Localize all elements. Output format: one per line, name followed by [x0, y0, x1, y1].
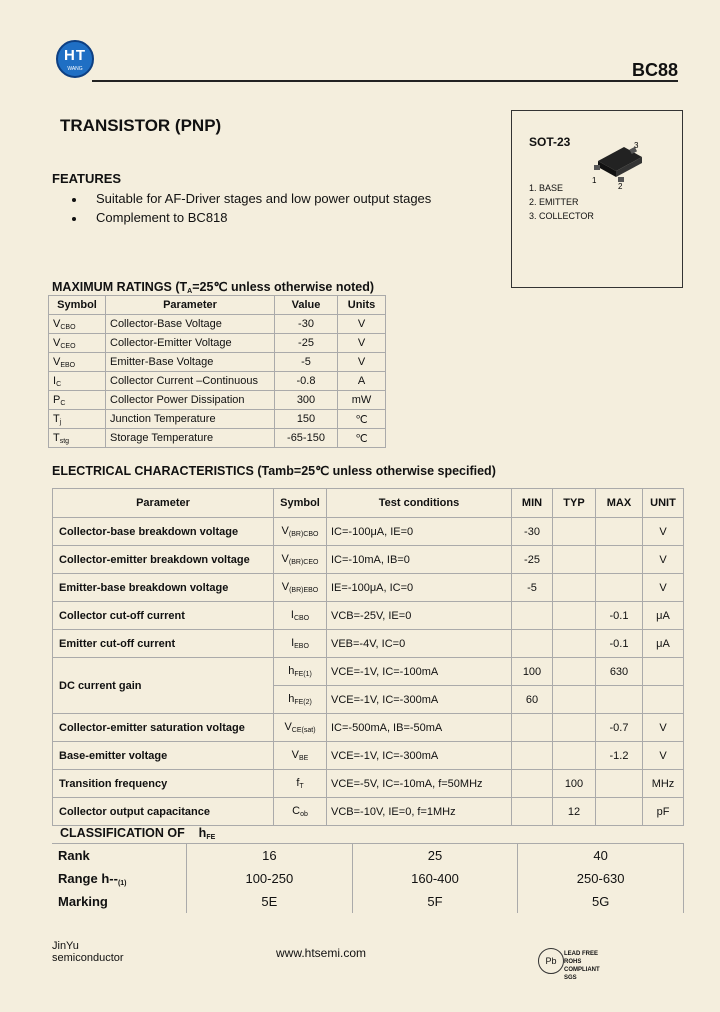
table-row: [53, 714, 684, 742]
table-row: [49, 429, 386, 448]
symbol-cell: $h_{FE(2)}$: [274, 686, 327, 714]
condition-cell: VCE=-1V, IC=-300mA: [327, 742, 512, 770]
condition-cell: IC=-100μA, IE=0: [327, 518, 512, 546]
package-box: [511, 110, 683, 288]
condition-cell: IC=-500mA, IB=-50mA: [327, 714, 512, 742]
max-cell: -0.1: [596, 602, 643, 630]
table-row: [49, 410, 386, 429]
max-ratings-table: [48, 295, 386, 448]
unit-cell: mW: [338, 391, 386, 410]
min-cell: [512, 714, 553, 742]
parameter-cell: Collector Power Dissipation: [106, 391, 275, 410]
max-cell: [596, 546, 643, 574]
condition-cell: VCB=-25V, IE=0: [327, 602, 512, 630]
symbol-cell: $V_{(BR)EBO}$: [274, 574, 327, 602]
table-row: [49, 372, 386, 391]
min-cell: -5: [512, 574, 553, 602]
symbol-cell: $V_{(BR)CBO}$: [274, 518, 327, 546]
typ-cell: 12: [553, 798, 596, 826]
feature-item: Suitable for AF-Driver stages and low power output stages: [72, 191, 431, 206]
header-divider: [92, 80, 678, 82]
typ-cell: [553, 518, 596, 546]
parameter-cell: Collector-base breakdown voltage: [53, 518, 274, 546]
value-cell: 300: [275, 391, 338, 410]
symbol-cell: $f_T$: [274, 770, 327, 798]
elec-heading: ELECTRICAL CHARACTERISTICS (Tamb=25℃ unless otherwise specified): [52, 464, 496, 478]
table-header-row: Parameter Symbol Test conditions MIN TYP MAX UNIT: [53, 489, 684, 518]
model-number: BC88: [631, 60, 678, 80]
pin-list: [529, 181, 594, 223]
symbol-cell: $V_{BE}$: [274, 742, 327, 770]
value-cell: -25: [275, 334, 338, 353]
max-cell: 630: [596, 658, 643, 686]
unit-cell: V: [338, 353, 386, 372]
typ-cell: [553, 574, 596, 602]
parameter-cell: Collector cut-off current: [53, 602, 274, 630]
row-label: Marking: [52, 890, 187, 913]
unit-cell: μA: [643, 630, 684, 658]
parameter-cell: Transition frequency: [53, 770, 274, 798]
symbol-cell: $P_C$: [49, 391, 106, 410]
symbol-cell: $I_{EBO}$: [274, 630, 327, 658]
typ-cell: [553, 686, 596, 714]
symbol-cell: $V_{(BR)CEO}$: [274, 546, 327, 574]
max-cell: [596, 518, 643, 546]
typ-cell: 100: [553, 770, 596, 798]
table-row: [49, 391, 386, 410]
typ-cell: [553, 630, 596, 658]
elec-table: [52, 488, 684, 826]
condition-cell: IC=-10mA, IB=0: [327, 546, 512, 574]
sot23-package-icon: [590, 139, 650, 189]
logo-text: HT: [64, 47, 86, 64]
logo-subtext: WANG: [67, 66, 83, 72]
symbol-cell: $V_{CBO}$: [49, 315, 106, 334]
unit-cell: [643, 686, 684, 714]
condition-cell: VCE=-1V, IC=-300mA: [327, 686, 512, 714]
condition-cell: VCB=-10V, IE=0, f=1MHz: [327, 798, 512, 826]
min-cell: 60: [512, 686, 553, 714]
max-cell: [596, 770, 643, 798]
parameter-cell: DC current gain: [53, 658, 274, 714]
parameter-cell: Collector-emitter saturation voltage: [53, 714, 274, 742]
unit-cell: V: [643, 742, 684, 770]
classification-heading: CLASSIFICATION OF $h_{FE}$: [60, 826, 216, 841]
rohs-text: LEAD FREE ROHS COMPLIANT SGS: [564, 951, 600, 981]
company-name: JinYu semiconductor: [52, 940, 124, 964]
condition-cell: VEB=-4V, IC=0: [327, 630, 512, 658]
table-row: [53, 798, 684, 826]
value-cell: -0.8: [275, 372, 338, 391]
unit-cell: V: [643, 518, 684, 546]
unit-cell: V: [338, 315, 386, 334]
classification-table: [52, 843, 684, 913]
value-cell: 150: [275, 410, 338, 429]
bullet-icon: [72, 217, 76, 221]
row-label: Rank: [52, 844, 187, 868]
unit-cell: ℃: [338, 410, 386, 429]
max-cell: [596, 574, 643, 602]
min-cell: 100: [512, 658, 553, 686]
bullet-icon: [72, 198, 76, 202]
parameter-cell: Collector-Base Voltage: [106, 315, 275, 334]
max-cell: -0.1: [596, 630, 643, 658]
symbol-cell: $T_j$: [49, 410, 106, 429]
table-row: [53, 574, 684, 602]
parameter-cell: Emitter-Base Voltage: [106, 353, 275, 372]
unit-cell: A: [338, 372, 386, 391]
condition-cell: VCE=-5V, IC=-10mA, f=50MHz: [327, 770, 512, 798]
min-cell: [512, 602, 553, 630]
parameter-cell: Collector-Emitter Voltage: [106, 334, 275, 353]
value-cell: 5F: [352, 890, 518, 913]
value-cell: 5G: [518, 890, 684, 913]
package-name: SOT-23: [529, 135, 571, 149]
rohs-icon: Pb: [538, 948, 564, 974]
typ-cell: [553, 714, 596, 742]
value-cell: 25: [352, 844, 518, 868]
pin-label: 1. BASE: [529, 183, 564, 193]
max-cell: [596, 686, 643, 714]
typ-cell: [553, 546, 596, 574]
row-label: Range $h--_{(1)}$: [52, 867, 187, 890]
pin-label: 2. EMITTER: [529, 197, 579, 207]
symbol-cell: $C_{ob}$: [274, 798, 327, 826]
svg-text:1: 1: [592, 176, 597, 185]
value-cell: -65-150: [275, 429, 338, 448]
features-heading: FEATURES: [52, 171, 122, 186]
parameter-cell: Collector output capacitance: [53, 798, 274, 826]
symbol-cell: $V_{EBO}$: [49, 353, 106, 372]
parameter-cell: Collector-emitter breakdown voltage: [53, 546, 274, 574]
table-row: [53, 518, 684, 546]
min-cell: [512, 770, 553, 798]
max-ratings-heading: MAXIMUM RATINGS ($T_A=25℃$ unless otherwise noted): [52, 280, 375, 295]
max-cell: [596, 798, 643, 826]
symbol-cell: $V_{CE(sat)}$: [274, 714, 327, 742]
table-row: [53, 630, 684, 658]
condition-cell: IE=-100μA, IC=0: [327, 574, 512, 602]
value-cell: 250-630: [518, 867, 684, 890]
unit-cell: pF: [643, 798, 684, 826]
unit-cell: V: [643, 714, 684, 742]
value-cell: -5: [275, 353, 338, 372]
unit-cell: μA: [643, 602, 684, 630]
company-logo: [56, 40, 94, 78]
max-cell: -1.2: [596, 742, 643, 770]
table-row: [53, 658, 684, 686]
parameter-cell: Emitter-base breakdown voltage: [53, 574, 274, 602]
typ-cell: [553, 602, 596, 630]
svg-text:3: 3: [634, 141, 639, 150]
value-cell: -30: [275, 315, 338, 334]
table-row: [53, 770, 684, 798]
table-row: [53, 602, 684, 630]
symbol-cell: $I_{CBO}$: [274, 602, 327, 630]
table-row: [53, 546, 684, 574]
unit-cell: [643, 658, 684, 686]
parameter-cell: Collector Current –Continuous: [106, 372, 275, 391]
feature-item: Complement to BC818: [72, 210, 228, 225]
value-cell: 100-250: [187, 867, 353, 890]
min-cell: [512, 630, 553, 658]
typ-cell: [553, 658, 596, 686]
min-cell: [512, 742, 553, 770]
website-url: www.htsemi.com: [276, 946, 367, 960]
condition-cell: VCE=-1V, IC=-100mA: [327, 658, 512, 686]
table-row: [49, 315, 386, 334]
parameter-cell: Emitter cut-off current: [53, 630, 274, 658]
max-cell: -0.7: [596, 714, 643, 742]
table-row: [52, 867, 684, 890]
unit-cell: V: [643, 574, 684, 602]
unit-cell: ℃: [338, 429, 386, 448]
value-cell: 40: [518, 844, 684, 868]
symbol-cell: $I_C$: [49, 372, 106, 391]
typ-cell: [553, 742, 596, 770]
table-row: [49, 353, 386, 372]
parameter-cell: Storage Temperature: [106, 429, 275, 448]
unit-cell: MHz: [643, 770, 684, 798]
table-row: [49, 334, 386, 353]
page-title: TRANSISTOR (PNP): [60, 116, 222, 135]
symbol-cell: $T_{stg}$: [49, 429, 106, 448]
unit-cell: V: [338, 334, 386, 353]
min-cell: -25: [512, 546, 553, 574]
table-row: [52, 844, 684, 868]
value-cell: 5E: [187, 890, 353, 913]
symbol-cell: $h_{FE(1)}$: [274, 658, 327, 686]
value-cell: 160-400: [352, 867, 518, 890]
parameter-cell: Base-emitter voltage: [53, 742, 274, 770]
table-row: [53, 742, 684, 770]
min-cell: [512, 798, 553, 826]
pin-label: 3. COLLECTOR: [529, 211, 594, 221]
symbol-cell: $V_{CEO}$: [49, 334, 106, 353]
unit-cell: V: [643, 546, 684, 574]
svg-text:2: 2: [618, 182, 623, 189]
min-cell: -30: [512, 518, 553, 546]
parameter-cell: Junction Temperature: [106, 410, 275, 429]
value-cell: 16: [187, 844, 353, 868]
table-row: [52, 890, 684, 913]
table-header-row: Symbol Parameter Value Units: [49, 296, 386, 315]
